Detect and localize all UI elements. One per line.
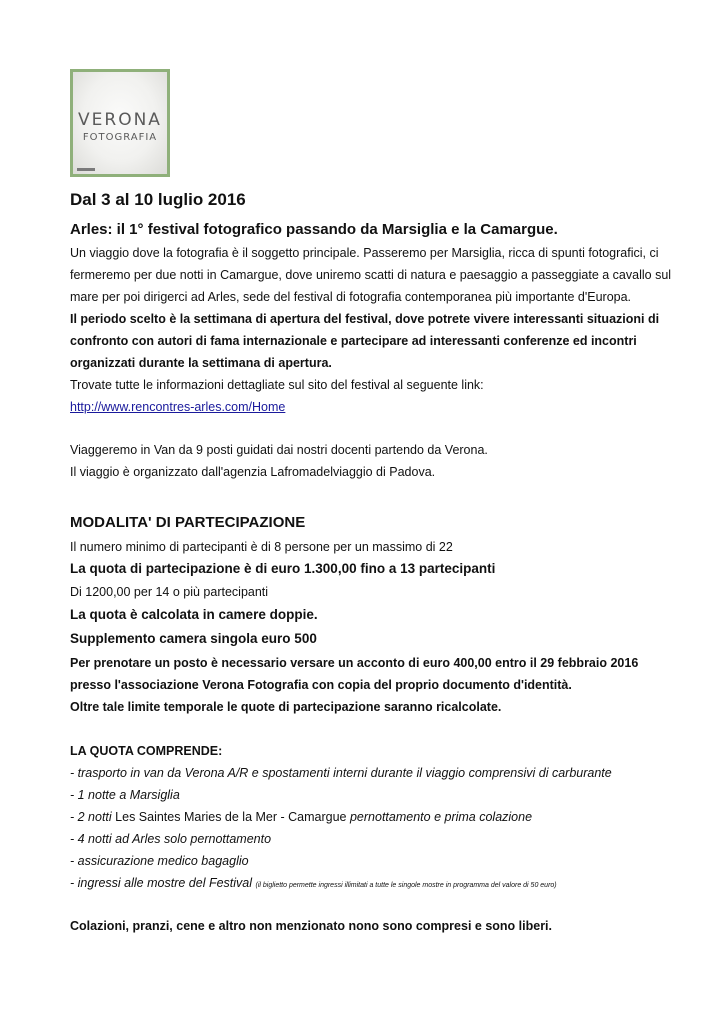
comprende-item-3 — [70, 810, 532, 824]
prenotare-line-3: Oltre tale limite temporale le quote di partecipazione saranno ricalcolate. — [70, 700, 502, 714]
prenotare-line-2: presso l'associazione Verona Fotografia con copia del proprio documento d'identità. — [70, 678, 572, 692]
quota-alt: Di 1200,00 per 14 o più partecipanti — [70, 585, 269, 599]
comprende-heading: LA QUOTA COMPRENDE: — [70, 744, 223, 758]
logo-text-fotografia: FOTOGRAFIA — [82, 132, 158, 143]
quota-main: La quota di partecipazione è di euro 1.300,00 fino a 13 partecipanti — [70, 561, 496, 576]
comprende-item-2: - 1 notte a Marsiglia — [70, 788, 180, 802]
comprende-item-6-text: - ingressi alle mostre del Festival — [70, 876, 256, 890]
festival-link-line — [70, 400, 285, 414]
intro-line-3: mare per poi dirigerci ad Arles, sede del festival di fotografia contemporanea più importante d'Europa. — [70, 290, 632, 304]
info-line: Trovate tutte le informazioni dettagliate sul sito del festival al seguente link: — [70, 378, 484, 392]
verona-fotografia-logo — [70, 69, 170, 177]
intro-line-2: fermeremo per due notti in Camargue, dove uniremo scatti di natura e paesaggio a passeggiate a cavallo sul — [70, 268, 672, 282]
comprende-item-3-suffix: pernottamento e prima colazione — [349, 810, 533, 824]
logo-text-verona: VERONA — [78, 110, 162, 130]
bold-intro-line-3: organizzati durante la settimana di apertura. — [70, 356, 332, 370]
festival-link[interactable]: http://www.rencontres-arles.com/Home — [70, 400, 286, 414]
page-subtitle: Arles: il 1° festival fotografico passando da Marsiglia e la Camargue. — [70, 221, 558, 238]
prenotare-line-1: Per prenotare un posto è necessario versare un acconto di euro 400,00 entro il 29 febbraio 2016 — [70, 656, 639, 670]
travel-line-2: Il viaggio è organizzato dall'agenzia Lafromadelviaggio di Padova. — [70, 465, 436, 479]
logo-inner — [73, 72, 167, 174]
comprende-item-4: - 4 notti ad Arles solo pernottamento — [70, 832, 272, 846]
page-title: Dal 3 al 10 luglio 2016 — [70, 190, 246, 209]
bold-intro-line-2: confronto con autori di fama internazionale e partecipare ad interessanti conferenze ed incontri — [70, 334, 637, 348]
comprende-item-5: - assicurazione medico bagaglio — [70, 854, 249, 868]
comprende-item-3-place: Les Saintes Maries de la Mer - Camargue — [111, 810, 350, 824]
modalita-heading: MODALITA' DI PARTECIPAZIONE — [70, 514, 306, 531]
footer-note: Colazioni, pranzi, cene e altro non menzionato nono sono compresi e sono liberi. — [70, 919, 553, 933]
comprende-item-6-note: (il biglietto permette ingressi illimitati a tutte le singole mostre in programma del valore di 50 euro) — [255, 882, 557, 889]
travel-line-1: Viaggeremo in Van da 9 posti guidati dai nostri docenti partendo da Verona. — [70, 443, 488, 457]
supplemento-singola: Supplemento camera singola euro 500 — [70, 631, 317, 646]
participants-min-max: Il numero minimo di partecipanti è di 8 persone per un massimo di 22 — [70, 540, 453, 554]
intro-line-1: Un viaggio dove la fotografia è il soggetto principale. Passeremo per Marsiglia, ricca di spunti fotografici, ci — [70, 246, 659, 260]
comprende-item-6 — [70, 876, 557, 890]
comprende-item-1: - trasporto in van da Verona A/R e spostamenti interni durante il viaggio comprensivi di carburante — [70, 766, 612, 780]
quota-camere: La quota è calcolata in camere doppie. — [70, 607, 318, 622]
logo-mark — [77, 168, 95, 171]
bold-intro-line-1: Il periodo scelto è la settimana di apertura del festival, dove potrete vivere interessanti situazioni di — [70, 312, 660, 326]
comprende-item-3-prefix: - 2 notti — [70, 810, 112, 824]
